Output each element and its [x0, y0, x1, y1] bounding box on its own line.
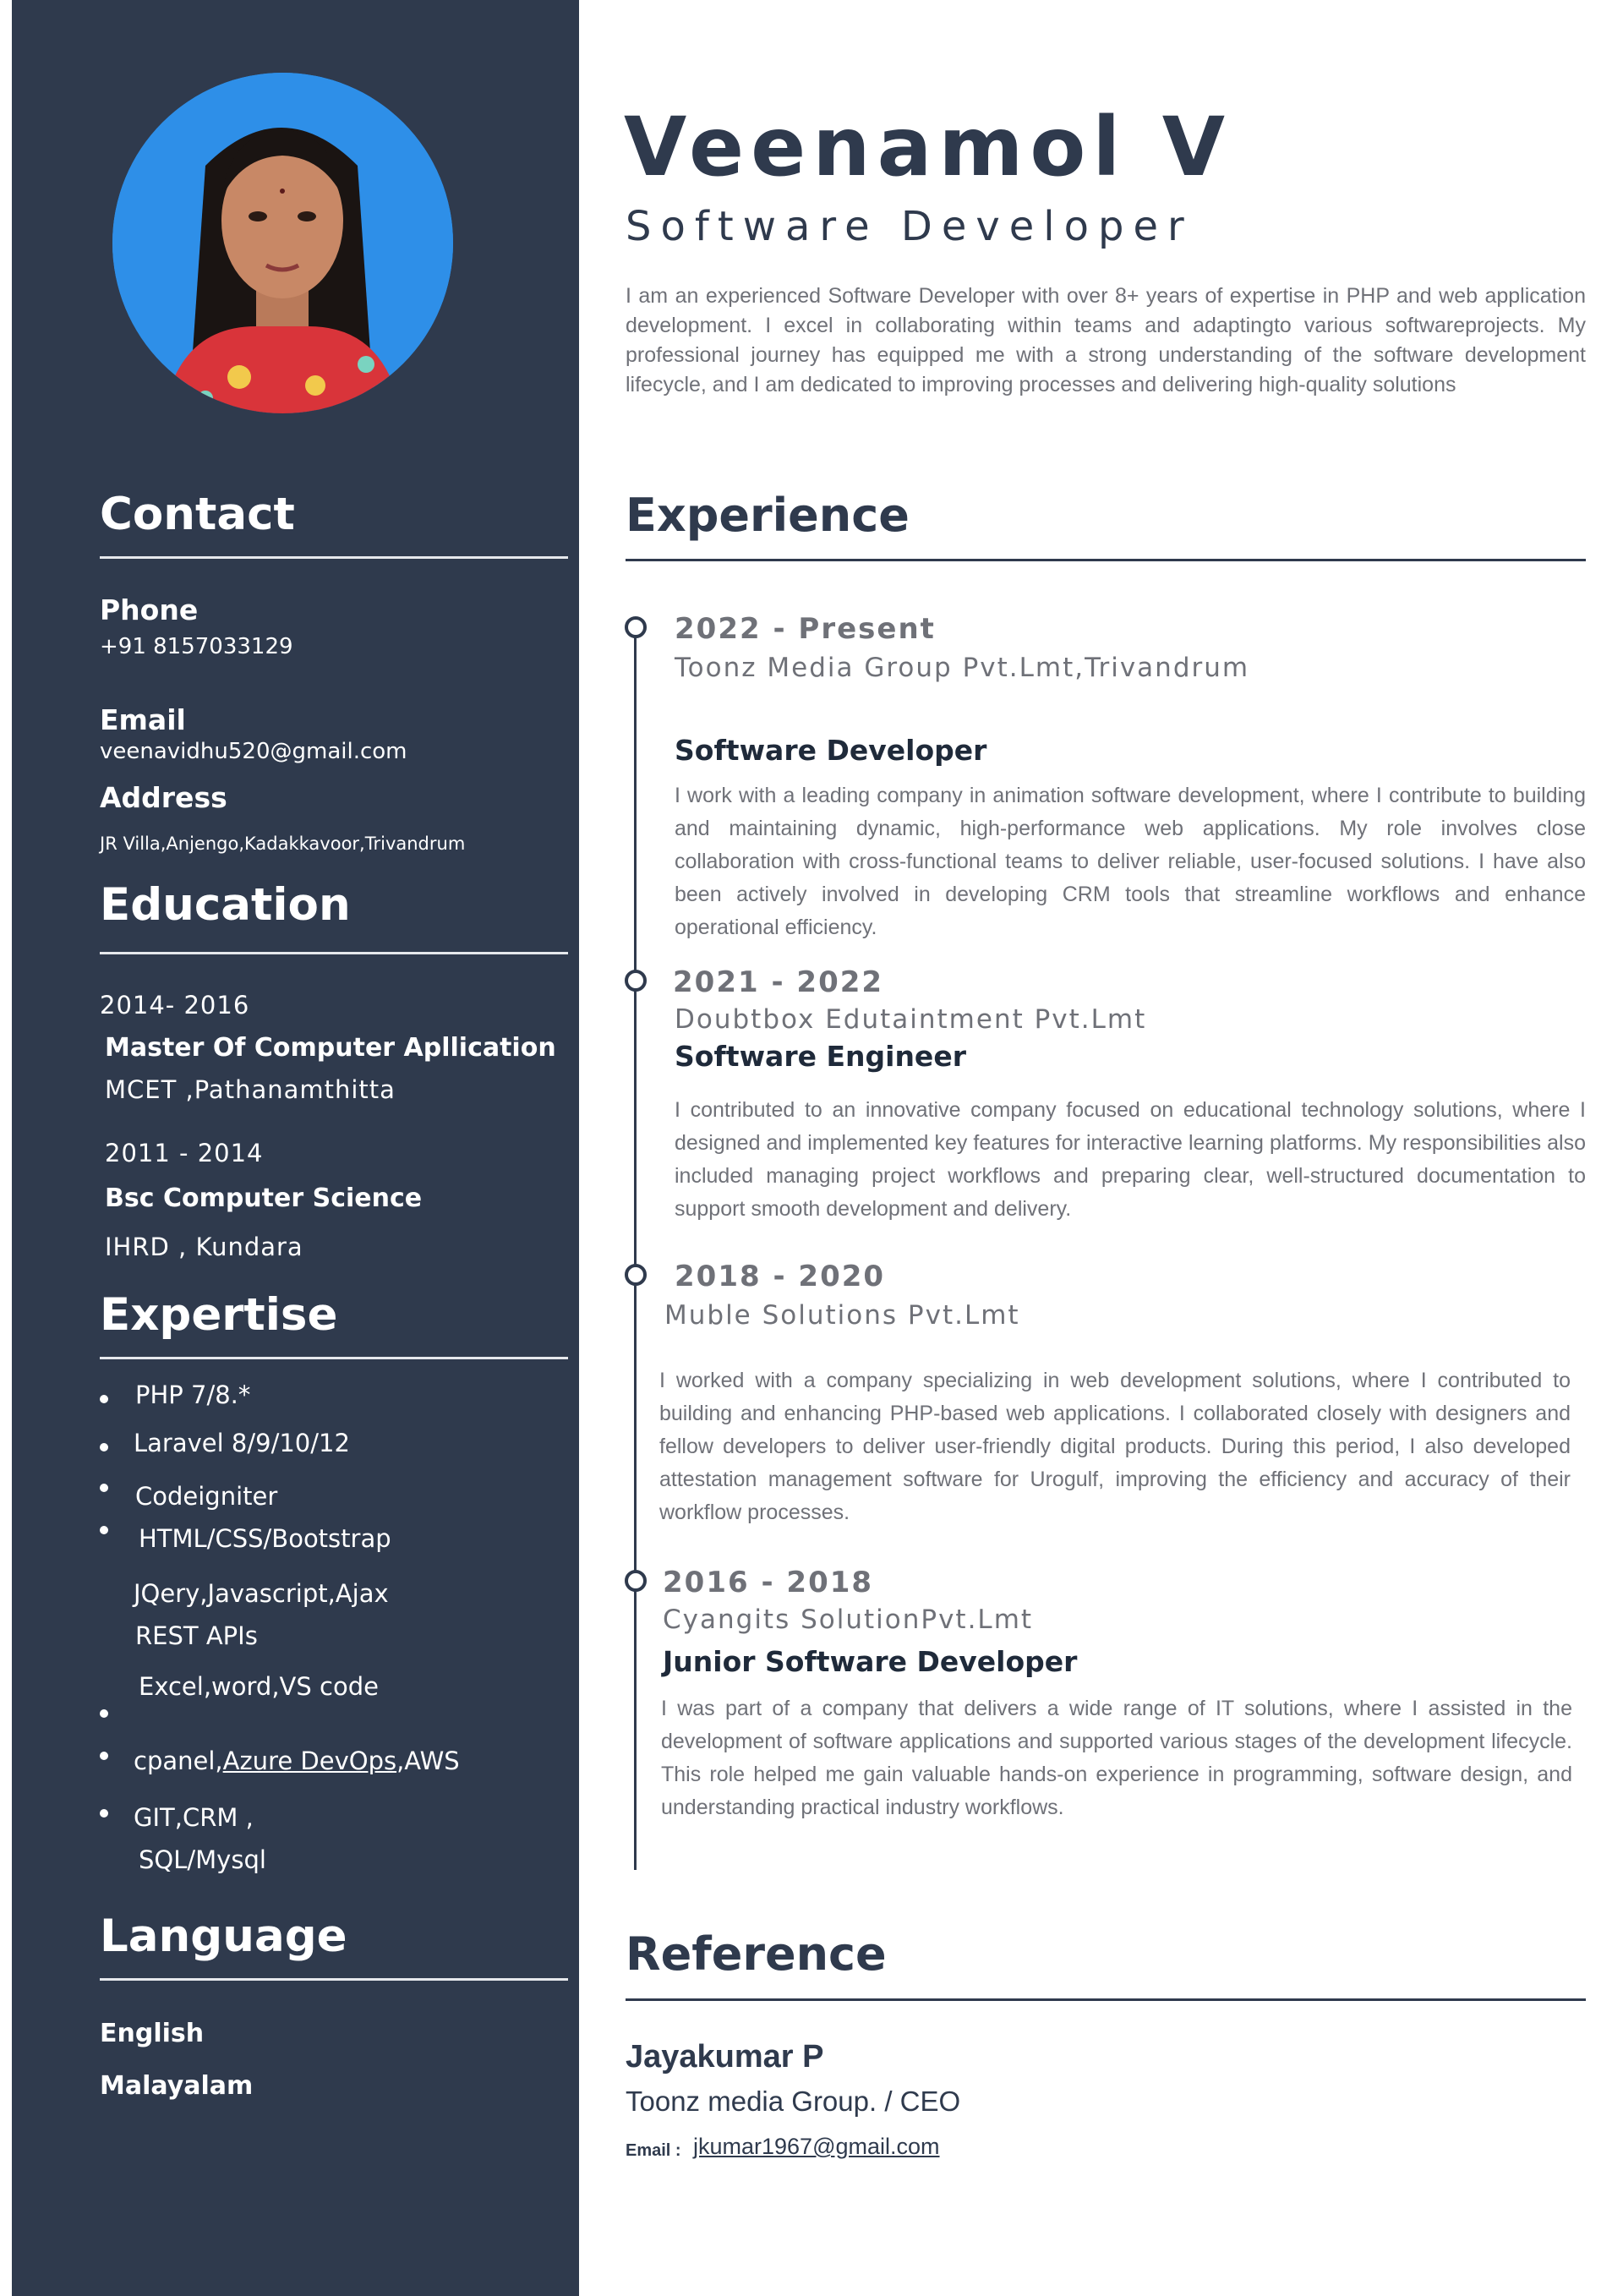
expertise-item: HTML/CSS/Bootstrap [139, 1524, 391, 1553]
timeline-dot [625, 1264, 647, 1286]
experience-description: I work with a leading company in animation software development, where I contribute to building and maintaining dynamic, high-performance web applications. My role involves close collaboration with cross-functional teams to deliver reliable, user-focused solutions. I have also been actively involved in developing CRM tools that streamline workflows and enhance operational efficiency. [675, 784, 1586, 939]
profile-summary: I am an experienced Software Developer with over 8+ years of expertise in PHP and web application development. I excel in collaborating within teams and adaptingto various softwareprojects. My professional journey has equipped me with a strong understanding of the software development lifecycle, and I am dedicated to improving processes and delivering high-quality solutions [626, 284, 1586, 396]
expertise-item: JQery,Javascript,Ajax [134, 1579, 389, 1608]
reference-email-label: Email : [626, 2141, 681, 2160]
experience-description: I worked with a company specializing in web development solutions, where I contributed to building and enhancing PHP-based web applications. I collaborated closely with designers and fellow developers to deliver user-friendly digital products. During this period, I also developed attestation management software for Urogulf, improving the efficiency and accuracy of their workflow processes. [659, 1369, 1571, 1524]
expertise-item-tools [134, 1747, 460, 1775]
reference-organization: Toonz media Group. / CEO [626, 2086, 961, 2117]
experience-period: 2016 - 2018 [663, 1566, 874, 1599]
experience-period: 2021 - 2022 [673, 965, 884, 999]
timeline-dot [625, 616, 647, 638]
bullet-icon [100, 1395, 108, 1403]
experience-company: Muble Solutions Pvt.Lmt [664, 1300, 1020, 1331]
reference-divider [626, 1998, 1586, 2001]
education-divider [100, 952, 568, 954]
expertise-item: REST APIs [135, 1621, 258, 1650]
bullet-icon [100, 1443, 108, 1451]
education-school-2: IHRD , Kundara [105, 1233, 303, 1261]
experience-divider [626, 559, 1586, 561]
experience-description: I contributed to an innovative company focused on educational technology solutions, where I designed and implemented key features for interactive learning platforms. My responsibilities also included managing project workflows and preparing clear, well-structured documentation to support smooth development and delivery. [675, 1098, 1586, 1221]
bullet-icon [100, 1709, 108, 1718]
experience-heading: Experience [626, 489, 910, 542]
experience-company: Cyangits SolutionPvt.Lmt [663, 1604, 1034, 1635]
experience-company: Toonz Media Group Pvt.Lmt,Trivandrum [675, 653, 1250, 683]
experience-period: 2022 - Present [675, 612, 936, 646]
timeline-dot [625, 1570, 647, 1592]
bullet-icon [100, 1484, 108, 1492]
expertise-heading: Expertise [100, 1289, 338, 1341]
education-school-1: MCET ,Pathanamthitta [105, 1075, 396, 1104]
azure-devops-link[interactable]: Azure DevOps [222, 1747, 397, 1775]
address-value: JR Villa,Anjengo,Kadakkavoor,Trivandrum [100, 834, 466, 854]
phone-label: Phone [100, 593, 199, 626]
expertise-item: Laravel 8/9/10/12 [134, 1429, 350, 1457]
expertise-item: Codeigniter [135, 1482, 278, 1511]
language-item: Malayalam [100, 2071, 254, 2101]
language-item: English [100, 2019, 205, 2048]
language-heading: Language [100, 1911, 347, 1962]
candidate-name: Veenamol V [624, 100, 1232, 194]
education-years-1: 2014- 2016 [100, 991, 250, 1020]
education-degree-1: Master Of Computer Apllication [105, 1033, 556, 1063]
experience-role: Software Developer [675, 734, 987, 767]
reference-email-link[interactable]: jkumar1967@gmail.com [693, 2134, 940, 2159]
address-label: Address [100, 781, 227, 814]
expertise-item: SQL/Mysql [139, 1845, 266, 1874]
education-years-2: 2011 - 2014 [105, 1139, 264, 1167]
reference-heading: Reference [626, 1927, 887, 1981]
language-divider [100, 1978, 568, 1981]
expertise-item: PHP 7/8.* [135, 1380, 251, 1409]
expertise-item-cpanel: cpanel, [134, 1747, 223, 1775]
expertise-item: GIT,CRM , [134, 1803, 254, 1832]
expertise-item: Excel,word,VS code [139, 1672, 379, 1701]
email-label: Email [100, 703, 186, 736]
experience-period: 2018 - 2020 [675, 1260, 886, 1293]
expertise-item-aws: ,AWS [396, 1747, 460, 1775]
education-heading: Education [100, 879, 351, 931]
phone-value: +91 8157033129 [100, 634, 293, 659]
bullet-icon [100, 1526, 108, 1534]
timeline-line [634, 629, 637, 1870]
contact-divider [100, 556, 568, 559]
bullet-icon [100, 1752, 108, 1760]
experience-role: Software Engineer [675, 1040, 966, 1073]
portrait-image [112, 73, 453, 413]
contact-heading: Contact [100, 489, 295, 540]
timeline-dot [625, 970, 647, 992]
bullet-icon [100, 1809, 108, 1818]
candidate-title: Software Developer [626, 203, 1194, 250]
profile-photo [112, 73, 453, 413]
experience-company: Doubtbox Edutaintment Pvt.Lmt [675, 1004, 1147, 1035]
email-value: veenavidhu520@gmail.com [100, 739, 407, 764]
expertise-divider [100, 1357, 568, 1359]
experience-description: I was part of a company that delivers a wide range of IT solutions, where I assisted in the development of software applications and supported various stages of the development lifecycle. This role helped me gain valuable hands-on experience in programming, software design, and understanding practical industry workflows. [661, 1697, 1572, 1819]
reference-name: Jayakumar P [626, 2039, 824, 2075]
education-degree-2: Bsc Computer Science [105, 1184, 423, 1213]
experience-role: Junior Software Developer [663, 1645, 1078, 1678]
